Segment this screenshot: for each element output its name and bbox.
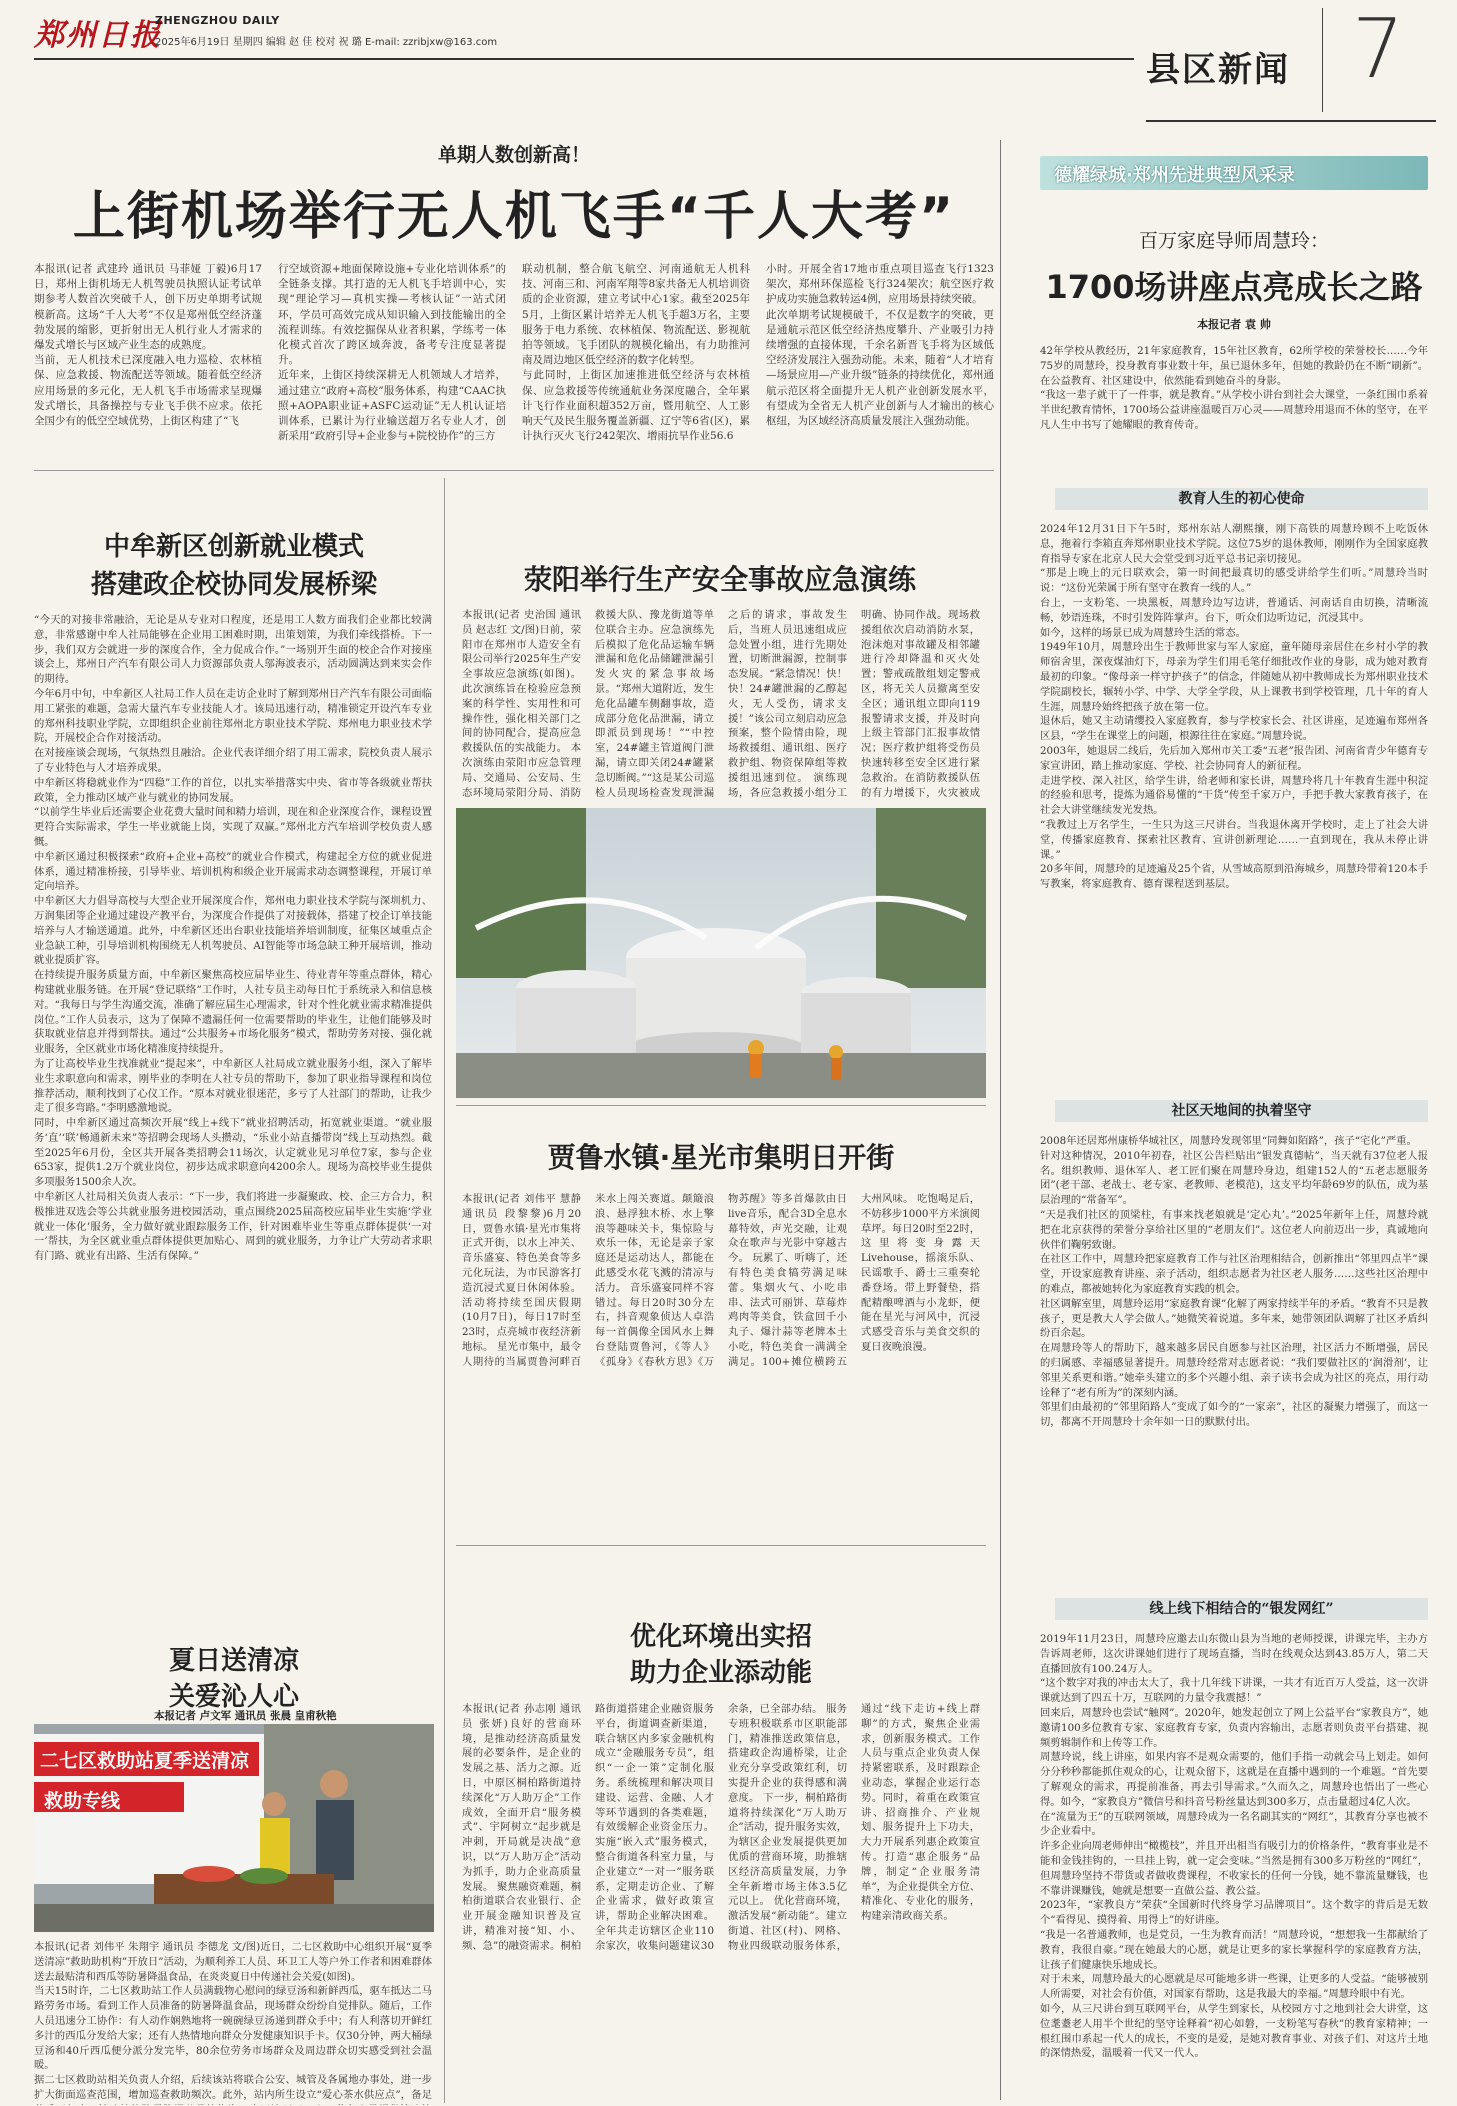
article-summer-cooling (34, 1640, 434, 2105)
article-body-col-4: 小时。开展全省17地市重点项目巡查飞行1323架次，郑州环保巡检飞行324架次；航空医疗救护成功实施急救转运4例，应用场景持续突破。 此次单期考试规模破千，不仅是数字的突破，更是通航示范区低空经济热度攀升、产业吸引力持续增强的直接体现，千余名新晋飞手将为区域低空经济发展注入强劲动能。未来，随着“人才培育—场景应用—产业升级”链条的持续优化，郑州通航示范区将全面提升无人机产业创新发展水平，有望成为全省无人机产业创新与人才输出的核心枢纽，为区域经济高质量发展注入强劲动能。 (766, 263, 994, 428)
column-divider-2 (1000, 140, 1001, 2100)
divider-mid (456, 1105, 986, 1106)
article-body: 本报讯(记者 史治国 通讯员 赵志红 文/图)日前，荥阳市在郑州市人造安全有限公司举行2025年生产安全事故应急演练(如图)。此次演练旨在检验应急预案的科学性、实用性和可操作性，强化相关部门之间的协同配合，提高应急救援队伍的实战能力。 本次演练由荥阳市应急管理局、交通局、公安局、生态环境局荥阳分局、消防救援大队、豫龙街道等单位联合主办。应急演练先后模拟了危化品运输车辆泄漏和危化品储罐泄漏引发火灾的紧急事故场景。“郑州大道附近，发生危化品罐车侧翻事故，造成部分危化品泄漏，请立即派员到现场！”“中控室，24#罐主管道阀门泄漏，请立即关闭24#罐紧急切断阀。”“这是某公司巡检人员现场检查发现泄漏之后的请求，事故发生后，当班人员迅速组成应急处置小组，进行先期处置，切断泄漏源，控制事态发展。“紧急情况！快！快！24#罐泄漏的乙醇起火，无人受伤，请求支援！”该公司立刻启动应急预案，整个险情由险，现场救援组、通讯组、医疗救护组、物资保障组等救援组迅速到位。 演练现场，各应急救援小组分工明确、协同作战。现场救援组依次启动消防水泵，泡沫炮对事故罐及相邻罐进行冷却降温和灭火处置；警戒疏散组划定警戒区，将无关人员撤离至安全区；通讯组立即向119报警请求支援，并及时向上级主管部门汇报事故情况；医疗救护组将受伤员快速转移至安全区进行紧急救治。在消防救援队伍的有力增援下，火灾被成 (462, 609, 980, 799)
newspaper-logo: 郑州日报 (34, 18, 162, 53)
article-headline-line-2: 关爱沁人心 (168, 1682, 299, 1712)
profile-byline: 本报记者 袁 帅 (1197, 318, 1271, 331)
article-body: 本报讯(记者 孙志刚 通讯员 张妍)良好的营商环境，是推动经济高质量发展的必要条件，是企业的发展之基、活力之源。近日，中原区桐柏路街道持续深化“万人助万企”工作成效，全面开启“服务模式”、宇阿树立“起步就是冲刺，开局就是决战”意识，以“万人助万企”活动为抓手，助力企业高质量发展。 聚焦融资难题，桐柏街道联合农业银行、企业开展金融知识普及宣讲，精准对接“知、小、频、急”的融资需求。桐柏路街道搭建企业融资服务平台，街道调查新渠道，联合辖区内多家金融机构成立“金融服务专员”，组织“一企一策”定制化服务。系统梳理和解决项目建设、运营、金融、人才等环节遇到的各类难题，有效缓解企业资金压力。 实施“嵌入式”服务模式，整合街道各科室力量，与企业建立“一对一”服务联系，定期走访企业、了解企业需求，做好政策宣讲，帮助企业解决困难。全年共走访辖区企业110余家次，收集问题建议30余条，已全部办结。 服务专班积极联系市区职能部门，精准推送政策信息，搭建政企沟通桥梁，让企业充分享受政策红利，切实提升企业的获得感和满意度。 下一步，桐柏路街道将持续深化“万人助万企”活动，提升服务实效，为辖区企业发展提供更加优质的营商环境，助推辖区经济高质量发展，力争全年新增市场主体3.5亿元以上。 优化营商环境，激活发展“新动能”。建立街道、社区(村)、网格、物业四级联动服务体系，通过“线下走访+线上群聊”的方式，聚焦企业需求，创新服务模式。工作人员与重点企业负责人保持紧密联系，及时跟踪企业动态，掌握企业运行态势。同时，着重在政策宣讲、招商推介、产业规划、服务提升上下功夫，大力开展系列惠企政策宣传。打造“惠企服务”品牌，制定“企业服务清单”，为企业提供全方位、精准化、专业化的服务，构建亲清政商关系。 (462, 1703, 980, 1952)
page-number: 7 (1352, 2, 1405, 97)
article-headline-line-1: 优化环境出实招 (629, 1622, 812, 1652)
dateline: 2025年6月19日 星期四 编辑 赵 佳 校对 祝 璐 E-mail: zzribjxw@163.com (155, 37, 498, 48)
article-body: 本报讯(记者 刘伟平 慧静 通讯员 段黎黎)6月20日，贾鲁水镇·星光市集将正式开街，以水上冲关、音乐盛宴、特色美食等多元化玩法，为市民游客打造沉浸式夏日休闲体验。 活动将持续至国庆假期(10月7日)，每日17时至23时，点亮城市夜经济新地标。 星光市集中，最令人期待的当属贾鲁河畔百米水上闯关赛道。颠簸浪浪、悬浮独木桥、水上擎浪等趣味关卡，集惊险与欢乐一体，无论是亲子家庭还是运动达人，都能在此感受水花飞溅的清凉与活力。 音乐盛宴同样不容错过。每日20时30分左右，抖音观象侦达人卓浩每一首偶像全国风水上舞台登陆贾鲁河，《等人》《孤身》《春秋方思》《万物苏醒》等多首爆款由日live音乐，配合3D全息水幕特效，声光交融，让观众在歌声与光影中穿越古今。 玩累了、听嗨了，还有特色美食犒劳满足味蕾。集烟火气、小吃串串、法式可丽饼、草莓炸鸡肉等美食，铁盒回千小丸子、爆汁蒜等老牌本土小吃，特色美食一满满全满足。100+摊位横跨五大州风味。 吃饱喝足后，不妨移步1000平方米演阅草坪。每日20时至22时，这里将变身露天Livehouse，摇滚乐队、民谣歌手、爵士三重奏轮番登场。带上野餐垫，搭配精酿啤酒与小龙虾，便能在星光与河风中，沉浸式感受音乐与美食交织的夏日夜晚浪漫。 (462, 1193, 980, 1368)
article-headline: 上街机场举行无人机飞手“千人大考” (72, 187, 956, 247)
profile-headline: 1700场讲座点亮成长之路 (1045, 268, 1423, 306)
right-banner (1040, 156, 1428, 190)
newspaper-name-en: ZHENGZHOU DAILY (155, 14, 280, 27)
masthead-rule (34, 58, 1134, 60)
cooling-photo (34, 1724, 434, 1932)
article-headline: 贾鲁水镇·星光市集明日开街 (547, 1141, 895, 1174)
photo-banner-text: 二七区救助站夏季送清凉 (40, 1750, 250, 1772)
section-title: 县区新闻 (1146, 50, 1290, 90)
masthead-rule-2 (1146, 120, 1436, 122)
article-kicker: 单期人数创新高！ (437, 144, 590, 166)
section-heading-1: 教育人生的初心使命 (1055, 488, 1428, 510)
profile-kicker: 百万家庭导师周慧玲： (1138, 230, 1329, 252)
article-xingyang-drill (456, 478, 986, 1098)
article-business-environment (456, 1556, 986, 2101)
drill-photo (456, 808, 986, 1098)
article-headline: 荥阳举行生产安全事故应急演练 (523, 563, 916, 596)
profile-section-2-body: 2008年还居郑州康桥华城社区，周慧玲发现邻里“同舞如陌路”，孩子“宅化”严重。 针对这种情况，2010年初春，社区公告栏贴出“银发真德帖”，当天就有37位老人报名。组织教师、退休军人、老工匠们聚在周慧玲身边，组建152人的“五老志愿服务团”(老干部、老战士、老专家、老教师、老模范)，这支平均年龄69岁的队伍，成为基层治理的“常备军”。 “天是我们社区的顶梁柱，有事来找老娘就是‘定心丸’。”2025年新年上任，周慧玲就把在北京获得的荣誉分享给社区里的“老朋友们”。这位老人向前迈出一步，真诚地向伙伴们鞠躬致谢。 在社区工作中，周慧玲把家庭教育工作与社区治理相结合，创新推出“邻里四点半”课堂，开设家庭教育讲座、亲子活动，组织志愿者为社区老人服务……这些社区治理中的难点，都被她转化为家庭教育实践的机会。 社区调解室里，周慧玲运用“家庭教育课”化解了两家持续半年的矛盾。“教育不只是教孩子，更是教大人学会做人。”她微笑着说道。多年来，她带领团队调解了社区矛盾纠纷百余起。 在周慧玲等人的帮助下，越来越多居民自愿参与社区治理，社区活力不断增强，居民的归属感、幸福感显著提升。周慧玲经常对志愿者说：“我们要做社区的‘润滑剂’，让邻里关系更和谐。”她牵头建立的多个兴趣小组、亲子读书会成为社区的亮点，用行动诠释了“老有所为”的深刻内涵。 邻里们由最初的“邻里陌路人”变成了如今的“一家亲”，社区的凝聚力增强了，而这一切，都离不开周慧玲十余年如一日的默默付出。 (1040, 1135, 1428, 1429)
article-body-col-2: 行空域资源+地面保障设施+专业化培训体系”的全链条支撑。其打造的无人机飞手培训中心，实现“理论学习—真机实操—考核认证”一站式闭环，学员可高效完成从知识输入到技能输出的全流程训练。有效挖掘保从业者积累，学练考一体化模式首次了跨区域奔波，备考专注度显著提升。 近年来，上街区持续深耕无人机领域人才培养，通过建立“政府+高校”服务体系，构建“CAAC执照+AOPA职业证+ASFC运动证”无人机认证培训体系，已累计为行业输送超万名专业人才，创新采用“政府引导+企业参与+院校协作”的三方 (278, 263, 506, 443)
article-byline: 本报记者 卢文军 通讯员 张晨 皇甫秋艳 (154, 1710, 337, 1722)
article-headline-line-1: 夏日送清凉 (168, 1646, 299, 1676)
article-headline-line-1: 中牟新区创新就业模式 (103, 532, 364, 562)
right-banner-text: 德耀绿城·郑州先进典型风采录 (1054, 165, 1295, 186)
article-night-market (456, 1112, 986, 1532)
photo-banner-text-2: 救助专线 (44, 1790, 121, 1812)
article-headline-line-2: 搭建政企校协同发展桥梁 (90, 570, 377, 600)
article-body: “今天的对接非常融洽，无论是从专业对口程度，还是用工人数方面我们企业都比较满意，非常感谢中牟人社局能够在企业用工困难时期，出策划策，为我们牵线搭桥。下一步，我们双方会就进一步的深度合作，全力促成合作。”一场别开生面的校企合作对接座谈会上，郑州日产汽车有限公司人力资源部负责人邬海波表示，活动圆满达到来实会作的期待。 今年6月中旬，中牟新区人社局工作人员在走访企业时了解到郑州日产汽车有限公司面临用工紧张的难题，急需大量汽车专业技能人才。该局迅速行动，精准锁定开设汽车专业的郑州科技职业学院，立即组织企业前往郑州北方职业技术学院、郑州电力职业技术学院，开展校企合作对接活动。 在对接座谈会现场，气氛热烈且融洽。企业代表详细介绍了用工需求，院校负责人展示了专业特色与人才培养成果。 中牟新区将稳就业作为“四稳”工作的首位，以扎实举措落实中央、省市等各级就业帮扶政策，全力推动区域产业与就业的协同发展。 “以前学生毕业后还需要企业花费大量时间和精力培训，现在和企业深度合作，课程设置更符合实际需求，学生一毕业就能上岗，实现了双赢。”郑州北方汽车培训学校负责人感慨。 中牟新区通过积极探索“政府+企业+高校”的就业合作模式，构建起全方位的就业促进体系，通过精准桥接，引导毕业、培训机构和级企业开展需求动态调整课程，开展订单定向培养。 中牟新区大力倡导高校与大型企业开展深度合作，郑州电力职业技术学院与深圳机力、万润集团等企业通过建设产教平台，为深度合作提供了对接载体，搭建了校企订单技能培养与人才输送通道。此外，中牟新区还出台职业技能培养培训制度，征集区域重点企业急缺工种，引导培训机构围绕无人机驾驶员、AI智能等市场急缺工种开展培训，推动就业提质扩容。 在持续提升服务质量方面，中牟新区聚焦高校应届毕业生、待业青年等重点群体，精心构建就业服务链。在开展“登记联络”工作时，人社专员主动每日忙于系统录入和信息核对。“我每日与学生沟通交流，准确了解应届生心理需求，针对个性化就业需求精准提供岗位。”工作人员表示，这为了保障不遗漏任何一位需要帮助的毕业生，让他们能够及时获取就业信息并得到帮扶。通过“公共服务+市场化服务”模式，帮助劳务对接、强化就业服务，全区就业市场化精准度持续提升。 为了让高校毕业生找准就业“提起来”，中牟新区人社局成立就业服务小组，深入了解毕业生求职意向和需求，刚毕业的李明在人社专员的帮助下，参加了职业指导课程和岗位推荐活动，顺利找到了心仪工作。“原本对就业很迷茫，多亏了人社部门的帮助，让我少走了很多弯路。”李明感激地说。 同时，中牟新区通过高频次开展“线上+线下”就业招聘活动，拓宽就业渠道。“就业服务‘直’‘联’畅通新未来”等招聘会现场人头攒动，“乐业小站直播带岗”线上互动热烈。截至2025年6月份，全区共开展各类招聘会11场次，认定就业见习单位7家，参与企业653家，提供1.2万个就业岗位，初步达成求职意向4200余人。现场为高校毕业生提供多项服务1500余人次。 中牟新区人社局相关负责人表示：“下一步，我们将进一步凝聚政、校、企三方合力，积极推进双选会等公共就业服务进校园活动，重点围绕2025届高校应届毕业生实施‘学业就业一体化’服务，全力做好就业跟踪服务工作，针对困难毕业生等重点群体提供‘一对一’帮扶，为全区就业重点群体提供更加贴心、周到的就业服务，力争让广大劳动者求职有门路、就业有出路、生活有保障。” (34, 614, 432, 1263)
article-body: 本报讯(记者 刘伟平 朱翔宇 通讯员 李德龙 文/图)近日，二七区救助中心组织开展“夏季送清凉”救助助机构”开放日”活动，为顺利养工人员、环卫工人等户外工作者和困难群体送去最贴清和西瓜等防暑降温食品，在炎炎夏日中传递社会关爱(如图)。 当天15时许，二七区救助站工作人员满载物心慰问的绿豆汤和新鲜西瓜，驱车抵达二马路劳务市场。看到工作人员准备的防暑降温食品，现场群众纷纷自觉排队。随后，工作人员迅速分工协作：有人动作娴熟地将一碗碗绿豆汤递到群众手中；有人利落切开鲜红多汁的西瓜分发给大家；还有人热情地向群众分发健康知识手卡。仅30分钟，两大桶绿豆汤和40斤西瓜便分派分发完毕，80余位劳务市场群众及周边群众切实感受到社会温暖。 据二七区救助站相关负责人介绍，后续该站将联合公安、城管及各属地办事处，进一步扩大街面巡查范围，增加巡查救助频次。此外，站内所生设立“爱心茶水供应点”，备足 (34, 1941, 432, 2101)
section-divider (1322, 8, 1323, 112)
column-divider-1 (444, 478, 445, 2103)
article-body-col-3: 联动机制，整合航飞航空、河南通航无人机科技、河南三和、河南军翔等8家共备无人机培训资质的企业资源，建立考试中心1家。截至2025年5月，上街区累计培养无人机飞手超3万名，主要服务于电力系统、农林植保、物流配送、影视航拍等领域。飞手团队的规模化输出，有力助推河南及周边地区低空经济的数字化转型。 与此同时，上街区加速推进低空经济与农林植保、应急救援等传统通航业务深度融合，全年累计飞行作业面积超352万亩，暨用航空、人工影响天气及民生服务覆盖新疆、辽宁等6省(区)，累计执行灭火飞行242架次、增雨抗旱作业56.6 (522, 263, 750, 443)
profile-section-1-body: 2024年12月31日下午5时，郑州东站人潮熙攘，刚下高铁的周慧玲顾不上吃饭休息，拖着行李箱直奔郑州职业技术学院。这位75岁的退休教师，刚刚作为全国家庭教育指导专家在北京人民大会堂受到习近平总书记亲切接见。 “那是上晚上的元日联欢会，第一时间把最真切的感受讲给学生们听。”周慧玲当时说：“这份光荣属于所有坚守在教育一线的人。” 台上，一支粉笔、一块黑板，周慧玲边写边讲，普通话、河南话自由切换，清晰流畅，妙语连珠，不时引发阵阵掌声。台下，听众们边听边记，沉浸其中。 如今，这样的场景已成为周慧玲生活的常态。 1949年10月，周慧玲出生于教师世家与军人家庭，童年随母亲居住在乡村小学的教师宿舍里，深夜煤油灯下，母亲为学生们用毛笔仔细批改作业的身影，成为她对教育最初的印象。“像母亲一样守护孩子”的信念，伴随她从初中教师成长为郑州职业技术学院副校长，辗转小学、中学、大学全学段，从上课教书到学校管理，几十年的育人生涯，周慧玲始终把孩子放在第一位。 退休后，她又主动请缨投入家庭教育，参与学校家长会、社区讲座，足迹遍布郑州各区县，“学生在课堂上的问题，根源往往在家庭。”周慧玲说。 2003年，她退居二线后，先后加入郑州市关工委“五老”报告团、河南省青少年德育专家宣讲团，踏上推动家庭、学校、社会协同育人的新征程。 走进学校、深入社区，给学生讲，给老师和家长讲，周慧玲将几十年教育生涯中积淀的经验和思考，提炼为通俗易懂的“干货”传至千家万户，手把手教大家教育孩子，在社会大讲堂继续发光发热。 “我教过上万名学生，一生只为这三尺讲台。当我退休离开学校时，走上了社会大讲堂，传播家庭教育、探索社区教育、宣讲创新理论……一直到现在，我从未停止讲课。” 20多年间，周慧玲的足迹遍及25个省，从雪域高原到沿海城乡，周慧玲带着120本手写教案，将家庭教育、德育课程送到基层。 (1040, 523, 1428, 891)
section-heading-2: 社区天地间的执着坚守 (1055, 1100, 1428, 1122)
section-heading-3: 线上线下相结合的“银发网红” (1055, 1598, 1428, 1620)
divider-top (34, 470, 994, 471)
divider-mid-2 (456, 1545, 986, 1546)
profile-section-3-body: 2019年11月23日，周慧玲应邀去山东微山县为当地的老师授课，讲课完毕，主办方告诉周老师，这次讲课她们进行了现场直播，当时在线观众达到43.85万人，第二天直播回放有100.24万人。 “这个数字对我的冲击太大了，我十几年线下讲课，一共才有近百万人受益，这一次讲课就达到了四五十万，互联网的力量令我震撼！” 回来后，周慧玲也尝试“触网”。2020年，她发起创立了网上公益平台“家教良方”，她邀请100多位教育专家、家庭教育专家，负责内容输出，志愿者则负责平台搭建、视频剪辑制作和上传等工作。 周慧玲说，线上讲座，如果内容不是观众需要的，他们手指一动就会马上划走。如何分分秒秒都能抓住观众的心，让观众留下，这就是在直播中遇到的一个难题。“首先要了解观众的需求，再提前准备，再去引导需求。”久而久之，周慧玲也悟出了一些心得。如今，“家教良方”微信号和抖音号粉丝量达到300多万，点击量超过4亿人次。 在“流量为王”的互联网领域，周慧玲成为一名名副其实的“网红”，其教育分享也被不少企业看中。 许多企业向周老师伸出“橄榄枝”，并且开出相当有吸引力的价格条件，“教育事业是不能和金钱挂钩的，一旦挂上钩，就一定会变味。”当然是拥有300多万粉丝的“网红”，但周慧玲坚持不带货或者做收费课程，不收家长的任何一分钱，她不靠流量赚钱，也不靠讲课赚钱，她就是想要一直做公益、教公益。 2023年，“家教良方”荣获“全国新时代终身学习品牌项目”。这个数字的背后是无数个“看得见、摸得着、用得上”的好讲座。 “我是一名普通教师，也是党员，一生为教育而活！”周慧玲说，“想想我一生都献给了教育，我很自豪。”现在她最大的心愿，就是让更多的家长掌握科学的家庭教育方法，让孩子们健康快乐地成长。 对于未来，周慧玲最大的心愿就是尽可能地多讲一些课，让更多的人受益。“能够被别人所需要，对社会有价值，对国家有帮助，这是我最大的幸福。”周慧玲眼中有光。 如今，从三尺讲台到互联网平台，从学生到家长，从校园方寸之地到社会大讲堂，这位耄耋老人用半个世纪的坚守诠释着“初心如磐，一支粉笔写春秋”的教育家精神；一根红围巾系起一代人的成长，不变的是爱，是她对教育事业、对孩子们、对这片土地的深情热爱，温暖着一代又一代人。 (1040, 1633, 1428, 2060)
article-body-col-1: 本报讯(记者 武建玲 通讯员 马菲娅 丁毅)6月17日，郑州上街机场无人机驾驶员执照认证考试单期参考人数首次突破千人，创下历史单期考试规模新高。这场“千人大考”不仅是郑州低空经济蓬勃发展的缩影，更折射出无人机行业人才需求的爆发式增长与区域产业生态的成熟度。 当前，无人机技术已深度融入电力巡检、农林植保、应急救援、物流配送等领域。随着低空经济应用场景的多元化，无人机飞手市场需求呈现爆发式增长，具备操控与专业飞手供不应求。依托全国少有的低空空域优势，上街区构建了“飞 (34, 263, 262, 428)
article-headline-line-2: 助力企业添动能 (629, 1658, 812, 1688)
article-drone-exam (34, 140, 994, 460)
profile-intro: 42年学校从教经历，21年家庭教育，15年社区教育，62所学校的荣誉校长……今年75岁的周慧玲，投身教育事业数十年，虽已退休多年，但她的教龄仍在不断“刷新”。在公益教育、社区建设中，依然能看到她奋斗的身影。 “我这一辈子就干了一件事，就是教育。”从学校小讲台到社会大课堂，一条红围巾系着半世纪教育情怀，1700场公益讲座温暖百万心灵——周慧玲用退而不休的坚守，在平凡人生中书写了她耀眼的教育传奇。 (1040, 345, 1428, 431)
masthead (0, 0, 1457, 120)
